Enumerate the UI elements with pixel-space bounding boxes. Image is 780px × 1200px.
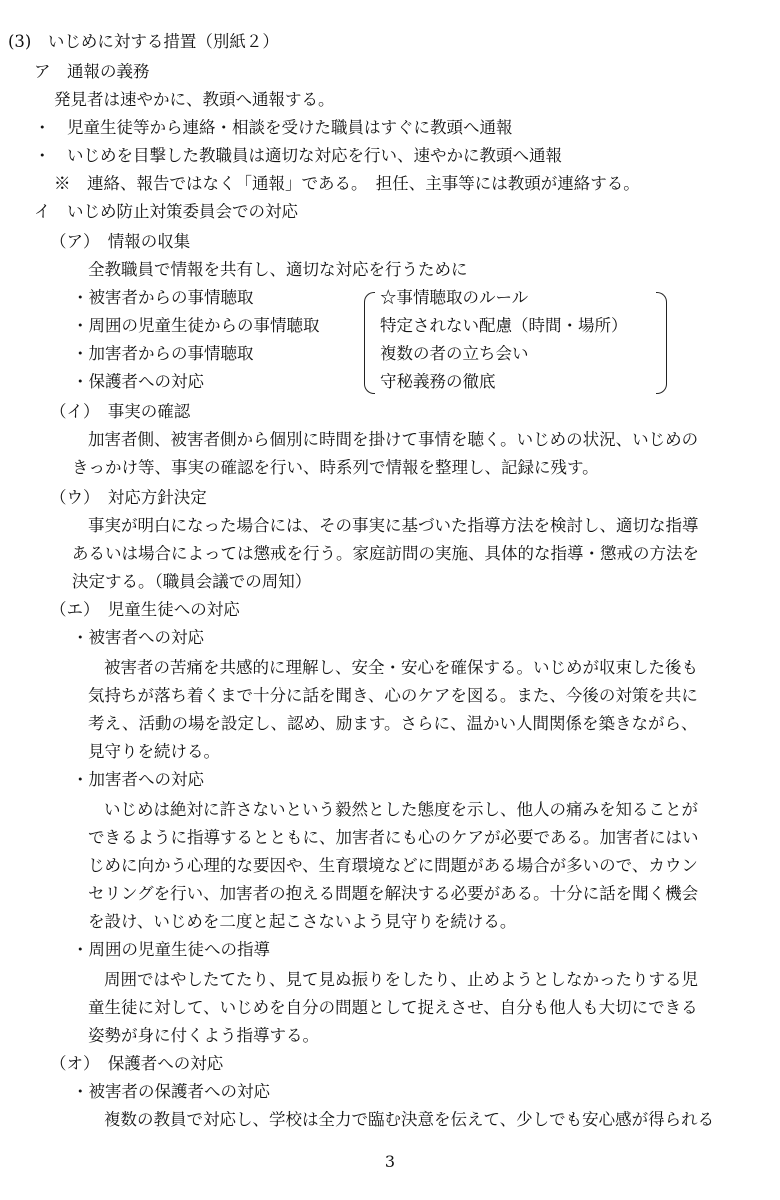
item-heading: （オ） 保護者への対応	[50, 1054, 224, 1073]
paragraph: セリングを行い、加害者の抱える問題を解決する必要がある。十分に話を聞く機会	[88, 884, 699, 903]
paragraph: 姿勢が身に付くよう指導する。	[88, 1026, 319, 1045]
page-number: 3	[384, 1152, 396, 1171]
paragraph: 考え、活動の場を設定し、認め、励ます。さらに、温かい人間関係を築きながら、	[88, 714, 698, 733]
paragraph: じめに向かう心理的な要因や、生育環境などに問題がある場合が多いので、カウン	[88, 856, 698, 875]
paragraph: 周囲ではやしたてたり、見て見ぬ振りをしたり、止めようとしなかったりする児	[104, 970, 698, 989]
paragraph: 決定する。（職員会議での周知）	[72, 572, 312, 591]
list-item: ・被害者からの事情聴取	[72, 288, 254, 307]
bullet-item: ・ いじめを目撃した教職員は適切な対応を行い、速やかに教頭へ通報	[34, 146, 562, 165]
list-item: ・加害者からの事情聴取	[72, 344, 254, 363]
note-item: ※ 連絡、報告ではなく「通報」である。 担任、主事等には教頭が連絡する。	[54, 174, 640, 193]
section-heading: (3) いじめに対する措置（別紙２）	[8, 32, 279, 51]
sub-item-heading: ・被害者の保護者への対応	[72, 1082, 270, 1101]
paragraph: いじめは絶対に許さないという毅然とした態度を示し、他人の痛みを知ることが	[104, 800, 698, 819]
item-heading: （イ） 事実の確認	[50, 402, 191, 421]
left-bracket	[364, 292, 375, 394]
paragraph: 加害者側、被害者側から個別に時間を掛けて事情を聴く。いじめの状況、いじめの	[88, 430, 699, 449]
rule-item: 複数の者の立ち会い	[380, 344, 529, 363]
list-item: ・周囲の児童生徒からの事情聴取	[72, 316, 320, 335]
bullet-item: ・ 児童生徒等から連絡・相談を受けた職員はすぐに教頭へ通報	[34, 118, 513, 137]
right-bracket	[656, 292, 667, 394]
rule-item: 守秘義務の徹底	[380, 372, 496, 391]
paragraph: 童生徒に対して、いじめを自分の問題として捉えさせ、自分も他人も大切にできる	[88, 998, 698, 1017]
paragraph: できるように指導するとともに、加害者にも心のケアが必要である。加害者にはい	[88, 828, 699, 847]
subheading-i: イ いじめ防止対策委員会での対応	[34, 202, 298, 221]
item-heading: （ア） 情報の収集	[50, 232, 191, 251]
sub-item-heading: ・被害者への対応	[72, 628, 204, 647]
rule-item: 特定されない配慮（時間・場所）	[380, 316, 628, 335]
paragraph: あるいは場合によっては懲戒を行う。家庭訪問の実施、具体的な指導・懲戒の方法を	[72, 544, 699, 563]
paragraph: 事実が明白になった場合には、その事実に基づいた指導方法を検討し、適切な指導	[88, 516, 699, 535]
paragraph: 気持ちが落ち着くまで十分に話を聞き、心のケアを図る。また、今後の対策を共に	[88, 686, 698, 705]
paragraph: 複数の教員で対応し、学校は全力で臨む決意を伝えて、少しでも安心感が得られる	[104, 1110, 715, 1129]
sub-item-heading: ・加害者への対応	[72, 770, 204, 789]
item-heading: （エ） 児童生徒への対応	[50, 600, 240, 619]
rule-item: ☆事情聴取のルール	[380, 288, 529, 307]
paragraph: を設け、いじめを二度と起こさないよう見守りを続ける。	[88, 912, 517, 931]
list-item: ・保護者への対応	[72, 372, 204, 391]
paragraph: きっかけ等、事実の確認を行い、時系列で情報を整理し、記録に残す。	[72, 458, 599, 477]
sub-item-heading: ・周囲の児童生徒への指導	[72, 940, 270, 959]
paragraph: 全教職員で情報を共有し、適切な対応を行うために	[88, 260, 468, 279]
paragraph: 発見者は速やかに、教頭へ通報する。	[54, 90, 335, 109]
subheading-a: ア 通報の義務	[34, 62, 150, 81]
item-heading: （ウ） 対応方針決定	[50, 488, 207, 507]
paragraph: 見守りを続ける。	[88, 742, 220, 761]
paragraph: 被害者の苦痛を共感的に理解し、安全・安心を確保する。いじめが収束した後も	[104, 658, 698, 677]
